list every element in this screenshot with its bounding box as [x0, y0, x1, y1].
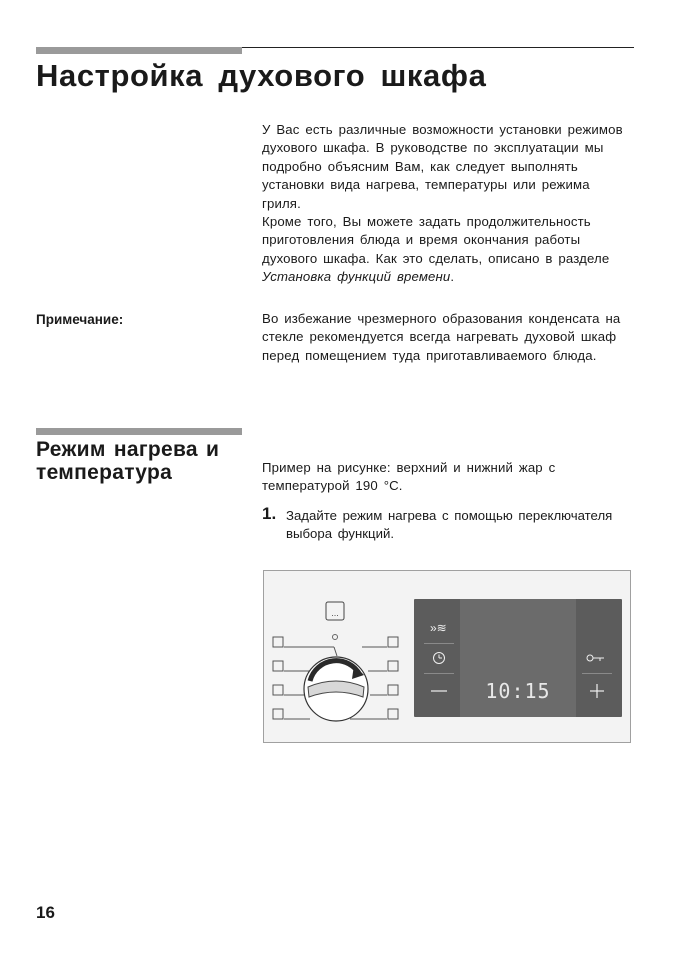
fast-heat-icon[interactable]: »≋: [430, 621, 447, 635]
intro-line2: Кроме того, Вы можете задать продолжительность приготовления блюда и время окончания работы духового шкафа. Как это сделать, описано в разделе: [262, 214, 610, 266]
intro-text: У Вас есть различные возможности установки режимов духового шкафа. В руководстве по эксплуатации мы подробно объясним Вам, как следует выполнять установки вида нагрева, температуры или режима гриля.: [262, 122, 623, 211]
minus-icon[interactable]: [431, 689, 447, 693]
intro-end: .: [450, 269, 455, 285]
function-selector-knob[interactable]: [304, 657, 368, 721]
intro-text-2: [262, 213, 634, 287]
cross-reference-link: Установка функций времени: [262, 269, 451, 285]
step-number: 1.: [262, 504, 277, 523]
mode-icon-l4: [273, 709, 283, 719]
svg-text:...: ...: [331, 609, 339, 618]
mode-icon-r1: [388, 637, 398, 647]
header-rule-thick: [36, 47, 242, 54]
display-time: 10:15: [485, 679, 551, 703]
step-text: Задайте режим нагрева с помощью переключателя выбора функций.: [286, 508, 613, 542]
note-label: Примечание:: [36, 312, 124, 327]
clock-icon[interactable]: [432, 651, 446, 665]
section-heading: Режим нагрева и температура: [36, 438, 220, 484]
example-paragraph: [262, 459, 634, 496]
child-lock-icon[interactable]: [586, 653, 606, 663]
function-selector-illustration: [264, 571, 414, 744]
page-number: 16: [36, 903, 55, 922]
control-display: [414, 599, 622, 717]
mode-icon-r2: [388, 661, 398, 671]
step-1: [262, 504, 634, 544]
section-rule: [36, 428, 242, 435]
mode-icon-r3: [388, 685, 398, 695]
header-rule-thin: [242, 47, 634, 48]
position-dot-icon: [333, 635, 338, 640]
plus-icon[interactable]: [590, 684, 604, 698]
mode-icon-l1: [273, 637, 283, 647]
intro-paragraph: [262, 121, 634, 287]
note-text: Во избежание чрезмерного образования конденсата на стекле рекомендуется всегда нагревать духовой шкаф перед помещением туда приготавливаемого блюда.: [262, 311, 621, 363]
note-paragraph: [262, 310, 634, 365]
mode-icon-r4: [388, 709, 398, 719]
mode-icon-l2: [273, 661, 283, 671]
control-panel-figure: [263, 570, 631, 743]
example-text: Пример на рисунке: верхний и нижний жар с температурой 190 °C.: [262, 460, 556, 494]
mode-icon-l3: [273, 685, 283, 695]
page-title: Настройка духового шкафа: [36, 58, 487, 93]
